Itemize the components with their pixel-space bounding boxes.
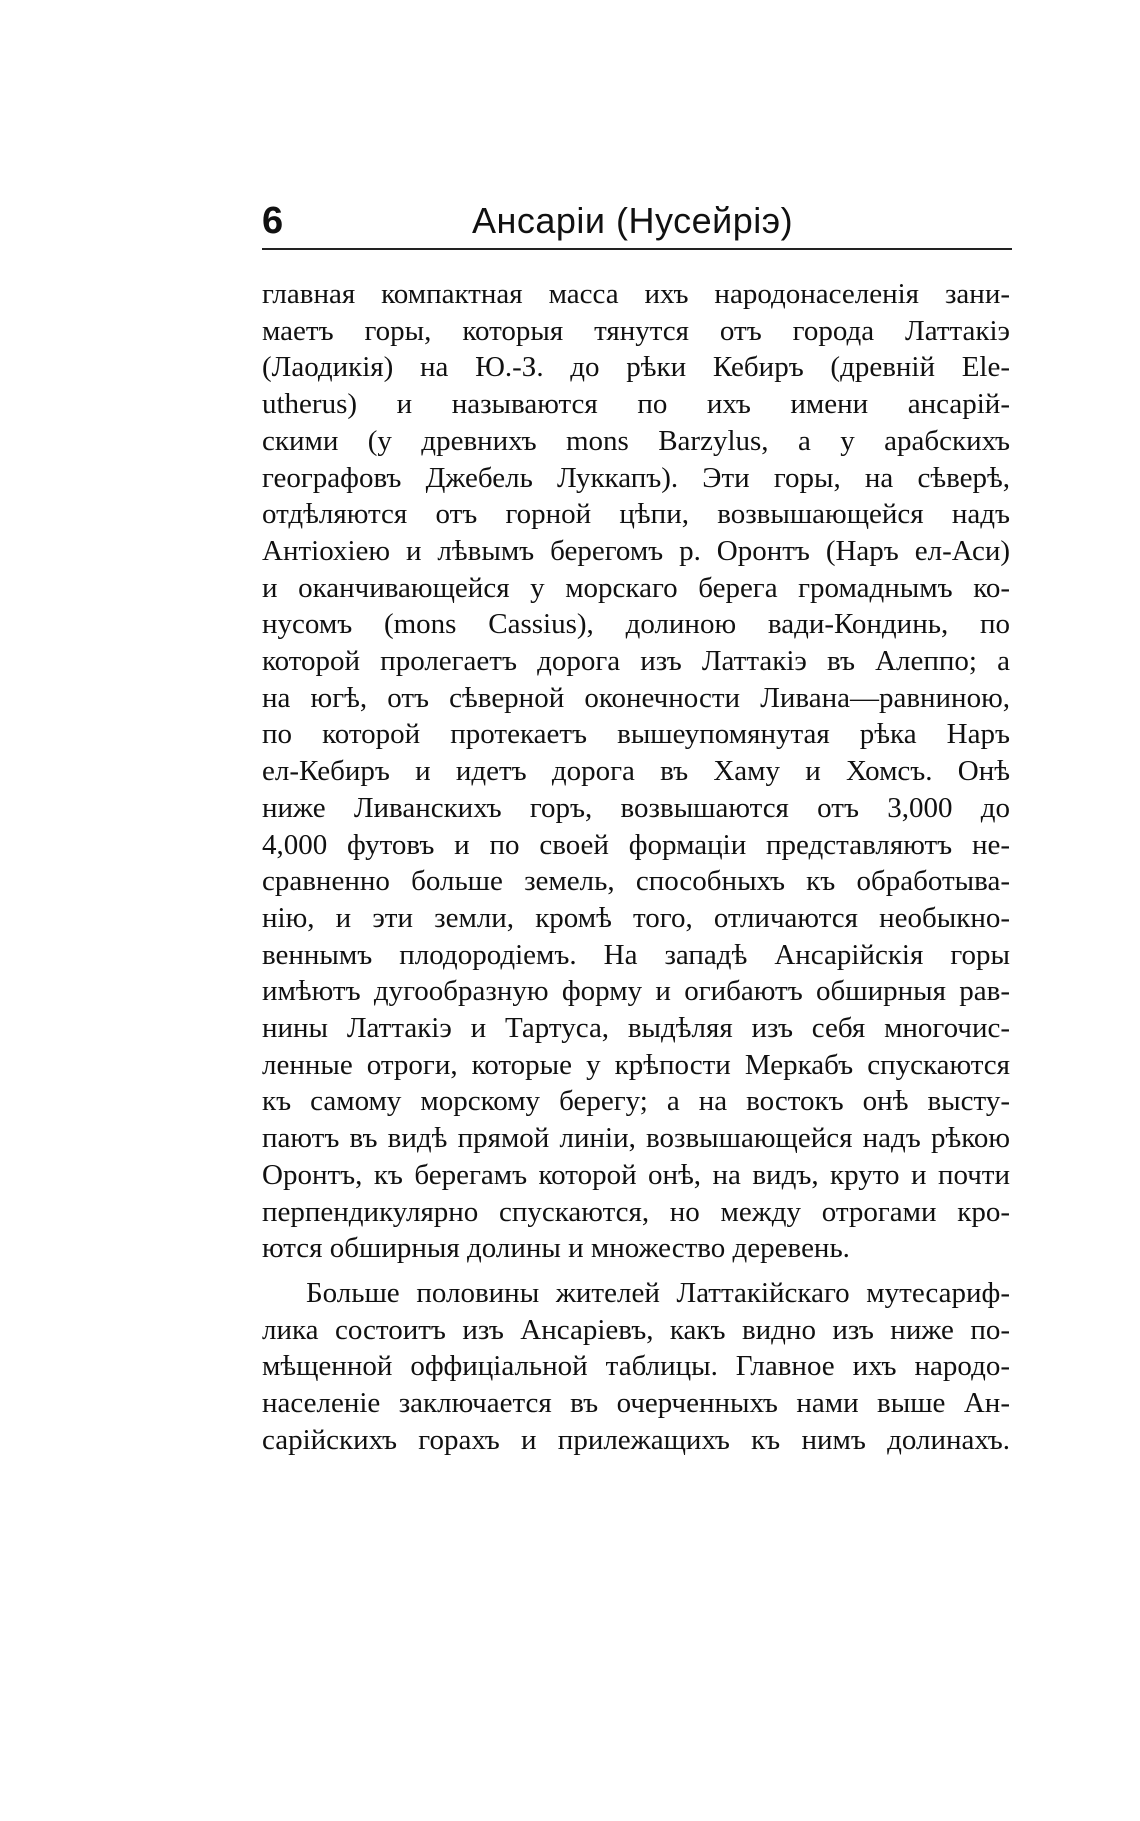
text-line: (Лаодикія) на Ю.-З. до рѣки Кебиръ (древній Ele- (262, 351, 1010, 384)
paragraph-2 (262, 1275, 1010, 1459)
text-line: отдѣляются отъ горной цѣпи, возвышающейся надъ (262, 498, 1010, 531)
text-line: Антіохіею и лѣвымъ берегомъ р. Оронтъ (Наръ ел-Аси) (262, 534, 1010, 567)
text-line: 4,000 футовъ и по своей формаціи представляютъ не- (262, 828, 1010, 861)
paragraph-1 (262, 276, 1010, 1267)
text-line: веннымъ плодородіемъ. На западѣ Ансарійскія горы (262, 938, 1010, 971)
text-line: имѣютъ дугообразную форму и огибаютъ обширныя рав- (262, 975, 1010, 1008)
body-text (262, 276, 1010, 1459)
text-line: паютъ въ видѣ прямой линіи, возвышающейся надъ рѣкою (262, 1122, 1010, 1155)
text-line: нины Латтакіэ и Тартуса, выдѣляя изъ себя многочис- (262, 1012, 1010, 1045)
text-line: ел-Кебиръ и идетъ дорога въ Хаму и Хомсъ. Онѣ (262, 755, 1010, 788)
text-line: Оронтъ, къ берегамъ которой онѣ, на видъ, круто и почти (262, 1158, 1010, 1191)
text-line: нію, и эти земли, кромѣ того, отличаются необыкно- (262, 901, 1010, 934)
text-line: на югѣ, отъ сѣверной оконечности Ливана—равниною, (262, 681, 1010, 714)
text-line: и оканчивающейся у морскаго берега громаднымъ ко- (262, 571, 1010, 604)
text-line: мѣщенной оффиціальной таблицы. Главное ихъ народо- (262, 1350, 1010, 1383)
text-line: перпендикулярно спускаются, но между отрогами кро- (262, 1195, 1010, 1228)
text-line: utherus) и называются по ихъ имени ансарій- (262, 388, 1010, 421)
text-line: лика состоитъ изъ Ансаріевъ, какъ видно изъ ниже по- (262, 1313, 1010, 1346)
text-line: ются обширныя долины и множество деревень. (262, 1232, 850, 1265)
text-line: населеніе заключается въ очерченныхъ нами выше Ан- (262, 1387, 1010, 1420)
text-line: ниже Ливанскихъ горъ, возвышаются отъ 3,000 до (262, 791, 1010, 824)
page-header (262, 196, 1012, 256)
text-line: ленные отроги, которые у крѣпости Меркабъ спускаются (262, 1048, 1010, 1081)
text-line: которой пролегаетъ дорога изъ Латтакіэ въ Алеппо; а (262, 645, 1010, 678)
running-title: Ансаріи (Нусейріэ) (472, 200, 794, 241)
header-rule (262, 248, 1012, 250)
text-line: нусомъ (mons Cassius), долиною вади-Кондинь, по (262, 608, 1010, 641)
text-line: Больше половины жителей Латтакійскаго мутесариф- (306, 1276, 1010, 1309)
text-line: по которой протекаетъ вышеупомянутая рѣка Наръ (262, 718, 1010, 751)
text-line: къ самому морскому берегу; а на востокъ онѣ высту- (262, 1085, 1010, 1118)
text-line: скими (у древнихъ mons Barzylus, а у арабскихъ (262, 424, 1010, 457)
text-line: маетъ горы, которыя тянутся отъ города Латтакіэ (262, 314, 1010, 347)
text-line: сарійскихъ горахъ и прилежащихъ къ нимъ долинахъ. (262, 1423, 1010, 1456)
text-line: сравненно больше земель, способныхъ къ обработыва- (262, 865, 1010, 898)
text-line: географовъ Джебель Луккапъ). Эти горы, на сѣверѣ, (262, 461, 1010, 494)
page-number: 6 (262, 200, 284, 242)
text-line: главная компактная масса ихъ народонаселенія зани- (262, 278, 1010, 310)
